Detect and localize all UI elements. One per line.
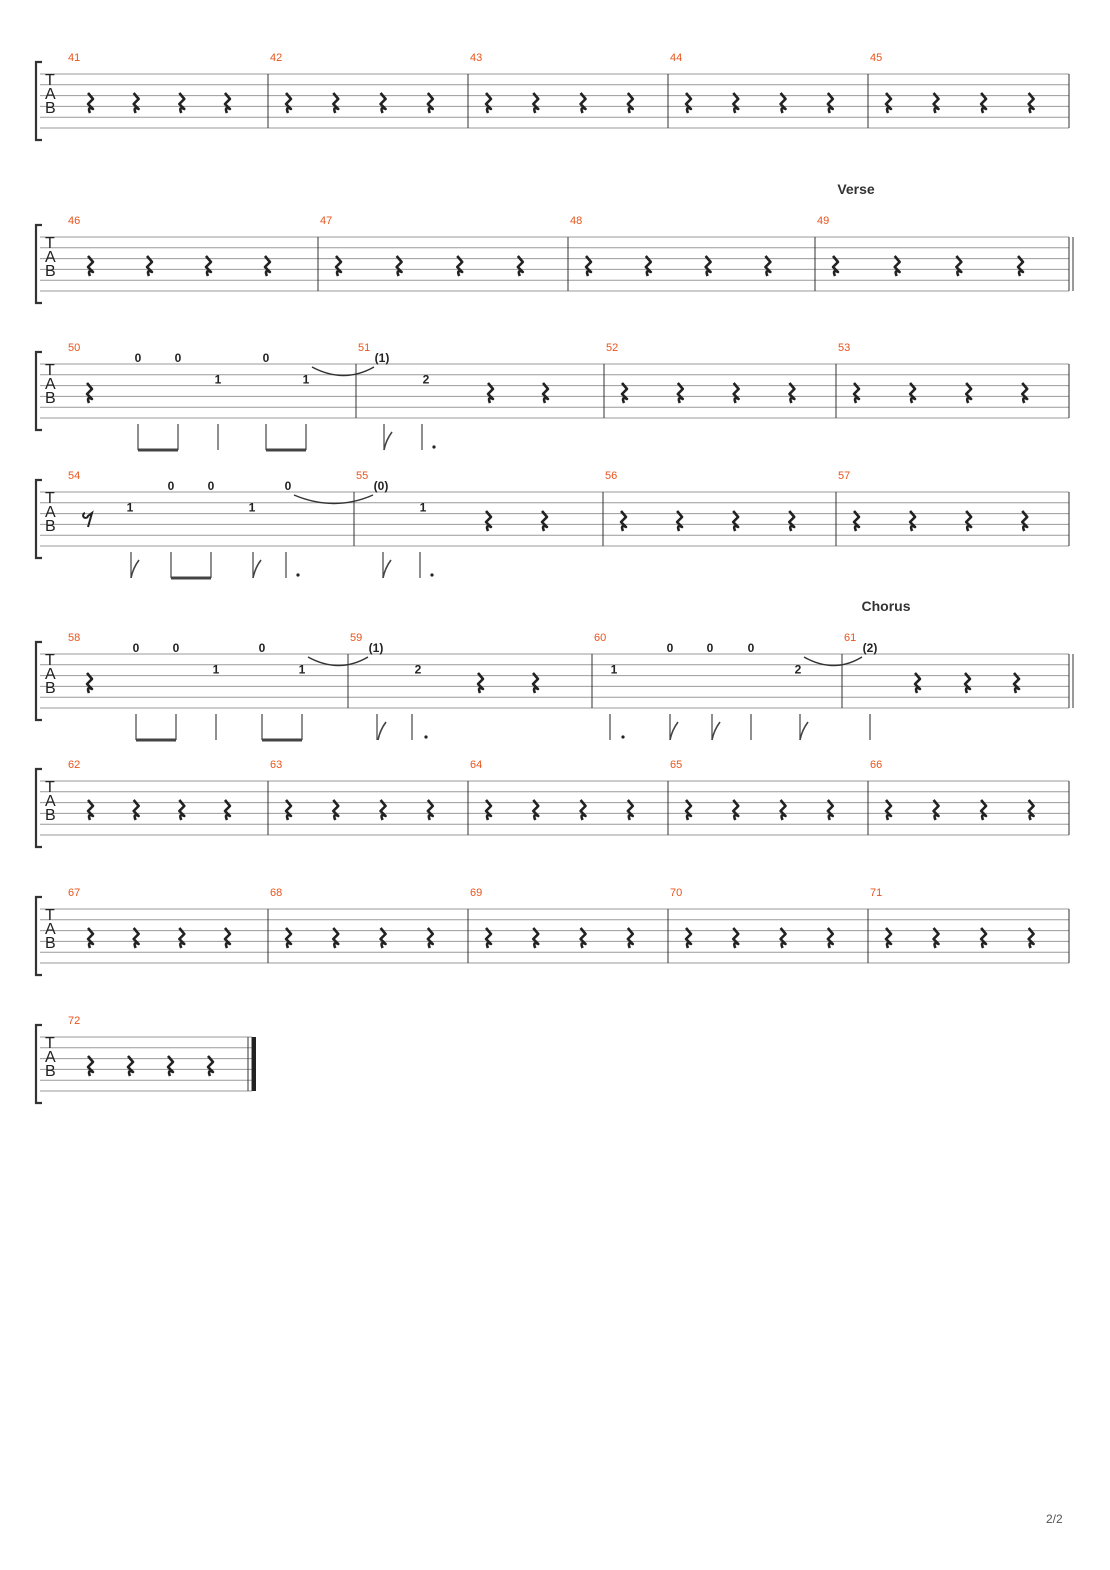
bar-number: 51 — [358, 342, 371, 354]
bar-number: 66 — [870, 759, 883, 771]
staff-system — [36, 62, 1069, 140]
fret-number: 0 — [706, 641, 714, 655]
tab-clef-letter: A — [45, 921, 56, 938]
final-barline — [252, 1037, 256, 1091]
fret-number: 0 — [167, 479, 175, 493]
tie — [804, 657, 862, 666]
bar-number: 52 — [606, 342, 619, 354]
tab-clef-letter: T — [45, 1035, 55, 1052]
bar-number: 56 — [605, 470, 618, 482]
bar-number: 63 — [270, 759, 283, 771]
note-flag — [253, 560, 261, 578]
tab-clef-letter: T — [45, 235, 55, 252]
bar-number: 67 — [68, 887, 81, 899]
staff-system — [36, 1025, 256, 1103]
bar-number: 54 — [68, 470, 81, 482]
bar-number: 46 — [68, 215, 81, 227]
bar-number: 58 — [68, 632, 81, 644]
fret-number: 0 — [284, 479, 292, 493]
fret-number: 0 — [172, 641, 180, 655]
tab-clef-letter: B — [45, 1063, 56, 1080]
tab-clef-letter: B — [45, 935, 56, 952]
bar-number: 47 — [320, 215, 333, 227]
tab-clef-letter: A — [45, 504, 56, 521]
section-label: Chorus — [861, 598, 911, 614]
tab-clef-letter: A — [45, 249, 56, 266]
dot — [430, 573, 433, 576]
bar-number: 65 — [670, 759, 683, 771]
tab-clef-letter: B — [45, 518, 56, 535]
tie — [312, 367, 374, 376]
fret-number: 1 — [302, 372, 310, 387]
bar-number: 71 — [870, 887, 883, 899]
bar-number: 60 — [594, 632, 607, 644]
tab-clef-letter: T — [45, 652, 55, 669]
note-flag — [131, 560, 139, 578]
tab-clef-letter: A — [45, 376, 56, 393]
page-number: 2/2 — [1046, 1512, 1063, 1526]
fret-number: (0) — [373, 479, 389, 493]
tab-clef-letter: T — [45, 779, 55, 796]
bar-number: 41 — [68, 52, 81, 64]
fret-number: 2 — [422, 372, 430, 387]
fret-number: 0 — [132, 641, 140, 655]
bar-number: 57 — [838, 470, 851, 482]
fret-number: 0 — [174, 351, 182, 365]
fret-number: 0 — [262, 351, 270, 365]
staff-system — [36, 897, 1069, 975]
bar-number: 44 — [670, 52, 683, 64]
bar-number: 49 — [817, 215, 830, 227]
tab-clef-letter: A — [45, 793, 56, 810]
bar-number: 64 — [470, 759, 483, 771]
tab-clef-letter: T — [45, 907, 55, 924]
fret-number: 1 — [419, 500, 427, 515]
fret-number: 2 — [794, 662, 802, 677]
staff-system — [36, 225, 1073, 303]
dot — [432, 445, 435, 448]
bar-number: 69 — [470, 887, 483, 899]
tab-clef-letter: B — [45, 807, 56, 824]
bar-number: 45 — [870, 52, 883, 64]
fret-number: 0 — [207, 479, 215, 493]
bar-number: 61 — [844, 632, 857, 644]
note-flag — [670, 722, 678, 740]
tab-clef-letter: A — [45, 666, 56, 683]
tab-clef-letter: T — [45, 490, 55, 507]
fret-number: 2 — [414, 662, 422, 677]
fret-number: (2) — [862, 641, 878, 655]
note-flag — [383, 560, 391, 578]
tab-clef-letter: B — [45, 263, 56, 280]
note-flag — [800, 722, 808, 740]
tie — [308, 657, 368, 666]
tab-clef-letter: T — [45, 362, 55, 379]
bar-number: 43 — [470, 52, 483, 64]
bar-number: 53 — [838, 342, 851, 354]
tab-clef-letter: B — [45, 390, 56, 407]
tie — [294, 495, 373, 504]
fret-number: 0 — [258, 641, 266, 655]
dot — [424, 735, 427, 738]
staff-system — [36, 769, 1069, 847]
tab-clef-letter: A — [45, 86, 56, 103]
fret-number: 1 — [212, 662, 220, 677]
fret-number: 1 — [610, 662, 618, 677]
bar-number: 70 — [670, 887, 683, 899]
dot — [296, 573, 299, 576]
tab-clef-letter: B — [45, 680, 56, 697]
fret-number: 1 — [298, 662, 306, 677]
bar-number: 48 — [570, 215, 583, 227]
fret-number: 0 — [666, 641, 674, 655]
bar-number: 42 — [270, 52, 283, 64]
fret-number: 0 — [747, 641, 755, 655]
tab-clef-letter: B — [45, 100, 56, 117]
tab-clef-letter: T — [45, 72, 55, 89]
tab-clef-letter: A — [45, 1049, 56, 1066]
bar-number: 50 — [68, 342, 81, 354]
fret-number: 1 — [248, 500, 256, 515]
fret-number: 1 — [214, 372, 222, 387]
bar-number: 59 — [350, 632, 363, 644]
fret-number: (1) — [374, 351, 390, 365]
fret-number: 1 — [126, 500, 134, 515]
fret-number: 0 — [134, 351, 142, 365]
bar-number: 55 — [356, 470, 369, 482]
note-flag — [712, 722, 720, 740]
note-flag — [378, 722, 386, 740]
bar-number: 72 — [68, 1015, 81, 1027]
bar-number: 68 — [270, 887, 283, 899]
bar-number: 62 — [68, 759, 81, 771]
section-label: Verse — [837, 181, 875, 197]
note-flag — [384, 432, 392, 450]
fret-number: (1) — [368, 641, 384, 655]
dot — [621, 735, 624, 738]
